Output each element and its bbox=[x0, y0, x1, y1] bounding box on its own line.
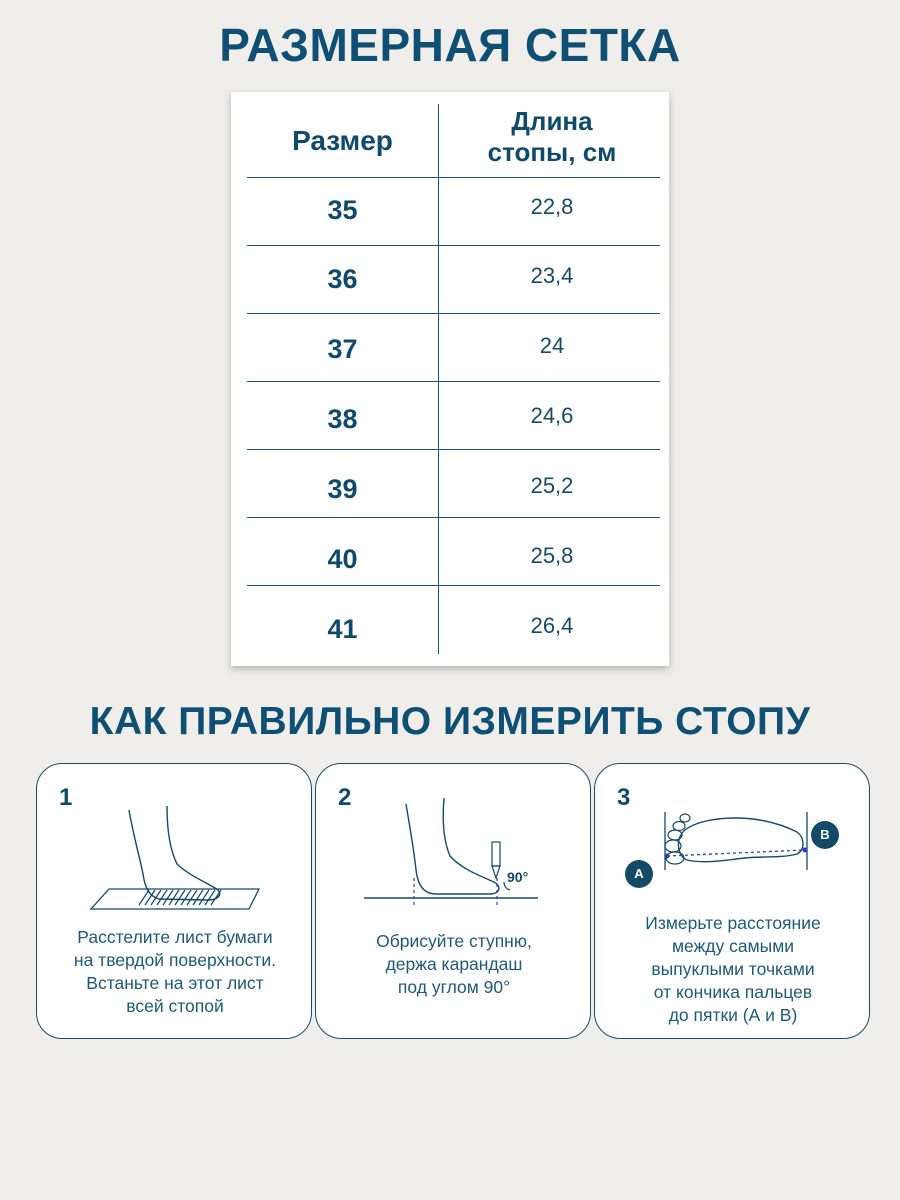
step-text-line: между самыми bbox=[672, 936, 794, 956]
step-1-text bbox=[47, 926, 303, 1018]
angle-label: 90° bbox=[507, 869, 529, 885]
how-to-measure-title: КАК ПРАВИЛЬНО ИЗМЕРИТЬ СТОПУ bbox=[89, 700, 811, 743]
point-b-badge: B bbox=[811, 821, 839, 849]
step-text-line: всей стопой bbox=[126, 996, 224, 1016]
length-cell: 26,4 bbox=[530, 613, 574, 638]
table-row-divider bbox=[247, 313, 660, 314]
table-row-divider bbox=[247, 517, 660, 518]
table-row-divider bbox=[247, 585, 660, 586]
step-number: 2 bbox=[338, 784, 352, 811]
length-cell: 25,8 bbox=[530, 543, 574, 568]
point-a-badge: A bbox=[625, 860, 653, 888]
table-row-divider bbox=[247, 245, 660, 246]
step-text-line: от кончика пальцев bbox=[653, 982, 813, 1002]
size-cell: 36 bbox=[327, 264, 358, 294]
table-row-divider bbox=[247, 381, 660, 382]
length-cell: 23,4 bbox=[530, 263, 574, 288]
header-size: Размер bbox=[292, 125, 393, 156]
size-table bbox=[231, 92, 669, 666]
size-cell: 41 bbox=[327, 614, 358, 644]
step-text-line: Встаньте на этот лист bbox=[86, 973, 264, 993]
step-3-text bbox=[605, 912, 861, 1027]
page-title: РАЗМЕРНАЯ СЕТКА bbox=[219, 19, 681, 71]
length-cell: 25,2 bbox=[530, 473, 574, 498]
step-text-line: держа карандаш bbox=[385, 954, 523, 974]
step-2-card bbox=[315, 763, 591, 1039]
size-cell: 37 bbox=[327, 334, 358, 364]
table-column-divider bbox=[438, 104, 439, 654]
table-row-divider bbox=[247, 177, 660, 178]
step-text-line: до пятки (А и В) bbox=[668, 1005, 798, 1025]
size-cell: 39 bbox=[327, 474, 358, 504]
step-2-text bbox=[326, 930, 582, 999]
step-1-card bbox=[36, 763, 312, 1039]
table-row-divider bbox=[247, 449, 660, 450]
step-3-card bbox=[594, 763, 870, 1039]
size-cell: 35 bbox=[327, 195, 358, 225]
foot-length-icon bbox=[625, 808, 845, 898]
step-number: 3 bbox=[617, 784, 631, 811]
header-length-line1: Длина bbox=[511, 106, 593, 136]
step-text-line: на твердой поверхности. bbox=[73, 950, 277, 970]
foot-tracing-icon bbox=[356, 790, 556, 910]
header-length bbox=[439, 106, 665, 168]
step-text-line: Обрисуйте ступню, bbox=[376, 931, 532, 951]
size-cell: 38 bbox=[327, 404, 358, 434]
step-text-line: Расстелите лист бумаги bbox=[77, 927, 273, 947]
step-text-line: выпуклыми точками bbox=[651, 959, 815, 979]
size-cell: 40 bbox=[327, 544, 358, 574]
step-number: 1 bbox=[59, 784, 73, 811]
foot-on-paper-icon bbox=[87, 804, 267, 914]
step-text-line: под углом 90° bbox=[397, 977, 511, 997]
length-cell: 24 bbox=[539, 333, 565, 358]
length-cell: 24,6 bbox=[530, 403, 574, 428]
length-cell: 22,8 bbox=[530, 194, 574, 219]
header-length-line2: стопы, см bbox=[487, 137, 617, 167]
step-text-line: Измерьте расстояние bbox=[645, 913, 821, 933]
